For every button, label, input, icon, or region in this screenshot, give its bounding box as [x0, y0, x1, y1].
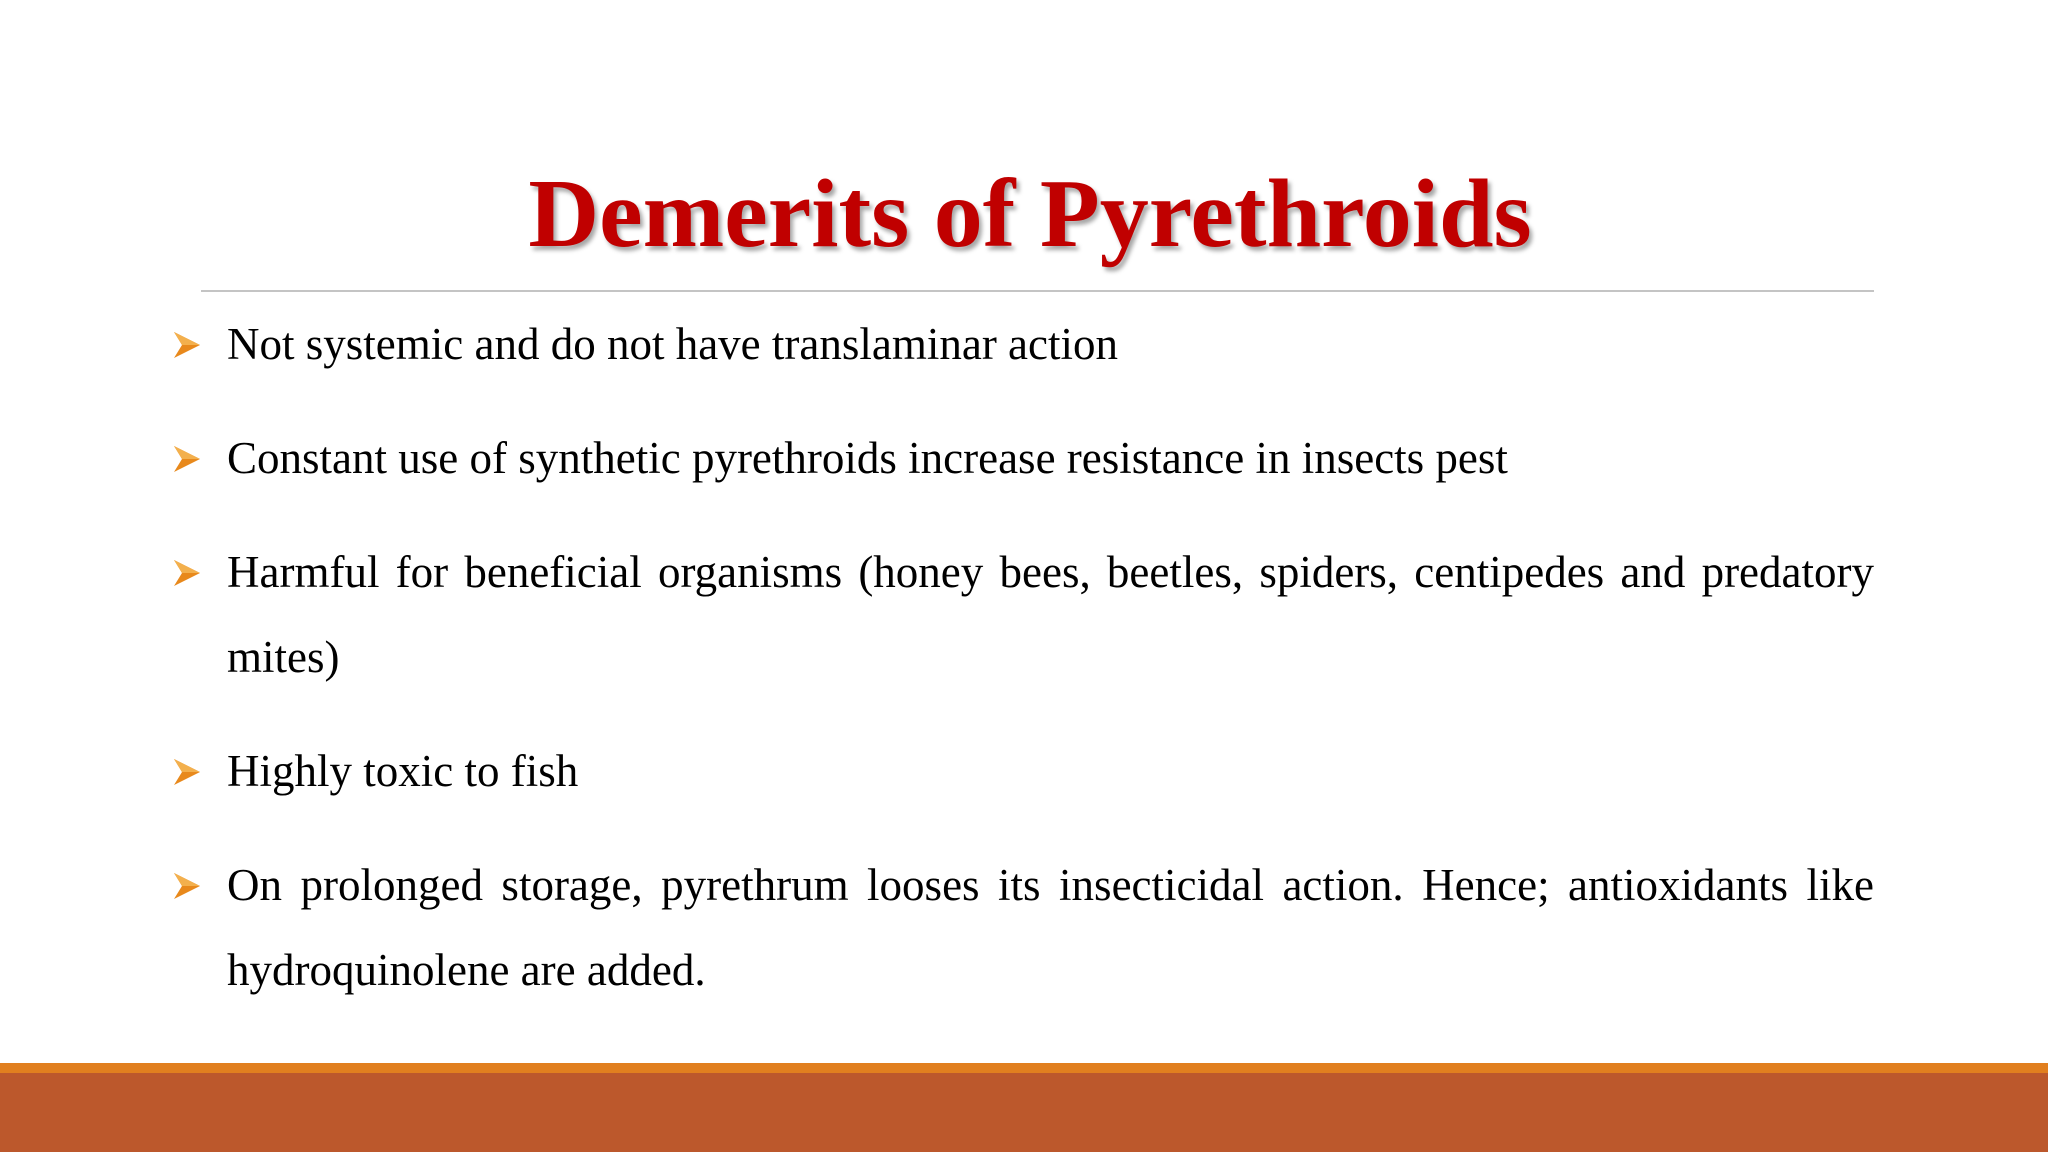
slide-title: Demerits of Pyrethroids: [528, 160, 1532, 268]
footer-band: [0, 1073, 2048, 1152]
arrowhead-bullet-icon: [172, 558, 202, 588]
bullet-text: Highly toxic to fish: [227, 746, 579, 796]
bullet-text: On prolonged storage, pyrethrum looses its insecticidal action. Hence; antioxidants like hydroquinolene are added.: [227, 860, 1874, 995]
arrowhead-bullet-icon: [172, 871, 202, 901]
footer-accent-stripe: [0, 1063, 2048, 1073]
bullet-item: [172, 530, 1874, 700]
bullet-text: Harmful for beneficial organisms (honey bees, beetles, spiders, centipedes and predatory mites): [227, 547, 1874, 682]
bullet-item: [172, 416, 1874, 501]
bullet-item: [172, 302, 1874, 387]
title-divider: [201, 290, 1874, 292]
arrowhead-bullet-icon: [172, 330, 202, 360]
bullet-list: [172, 302, 1874, 1042]
arrowhead-bullet-icon: [172, 444, 202, 474]
bullet-item: [172, 843, 1874, 1013]
bullet-text: Constant use of synthetic pyrethroids increase resistance in insects pest: [227, 433, 1508, 483]
bullet-text: Not systemic and do not have translaminar action: [227, 319, 1119, 369]
arrowhead-bullet-icon: [172, 757, 202, 787]
bullet-item: [172, 729, 1874, 814]
